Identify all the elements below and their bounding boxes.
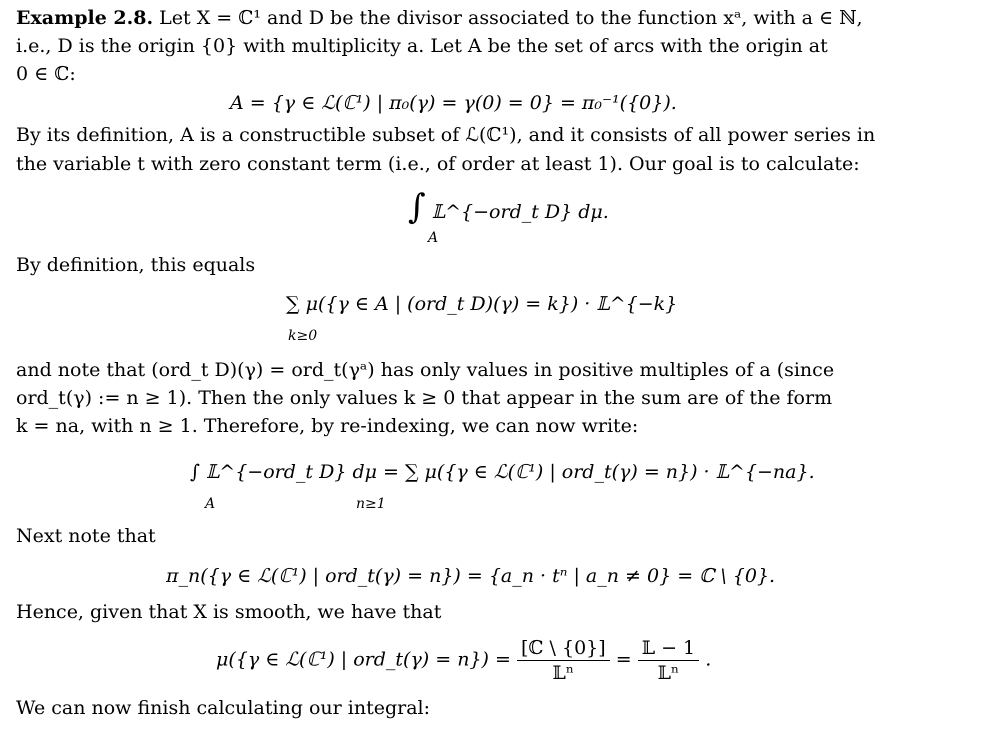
measure-left-side: μ({γ ∈ ℒ(ℂ¹) | ord_t(γ) = n}) = — [216, 648, 511, 671]
equation-integral — [408, 187, 609, 227]
paragraph-note-line-3: k = na, with n ≥ 1. Therefore, by re-indexing, we can now write: — [16, 415, 639, 437]
paragraph-definition-line-1: By its definition, A is a constructible subset of ℒ(ℂ¹), and it consists of all power series in — [16, 124, 876, 146]
reindex-integral-subscript: A — [205, 496, 216, 512]
measure-period: . — [705, 648, 712, 671]
equation-reindexed: ∫ 𝕃^{−ord_t D} dμ = ∑ μ({γ ∈ ℒ(ℂ¹) | ord_t(γ) = n}) · 𝕃^{−na}. — [190, 461, 815, 483]
paragraph-finish: We can now finish calculating our integral: — [16, 697, 431, 719]
sum-subscript: k≥0 — [288, 328, 318, 344]
measure-equals: = — [615, 648, 632, 671]
paragraph-by-definition: By definition, this equals — [16, 254, 256, 276]
example-intro-line-2: i.e., D is the origin {0} with multiplicity a. Let A be the set of arcs with the origin at — [16, 35, 828, 57]
integral-subscript: A — [428, 230, 439, 246]
equation-sum: ∑ μ({γ ∈ A | (ord_t D)(γ) = k}) · 𝕃^{−k} — [286, 293, 678, 315]
measure-fraction-1 — [517, 636, 610, 685]
paragraph-hence: Hence, given that X is smooth, we have that — [16, 601, 442, 623]
fraction-2-denominator: 𝕃ⁿ — [657, 662, 680, 684]
integral-body: 𝕃^{−ord_t D} dμ. — [431, 201, 609, 223]
example-label: Example 2.8. — [16, 7, 154, 29]
integral-sign: ∫ — [408, 187, 426, 227]
fraction-2-numerator: 𝕃 − 1 — [638, 636, 699, 661]
measure-fraction-2 — [638, 636, 699, 685]
paragraph-definition-line-2: the variable t with zero constant term (i.e., of order at least 1). Our goal is to calculate: — [16, 153, 860, 175]
paragraph-note-line-1: and note that (ord_t D)(γ) = ord_t(γᵃ) has only values in positive multiples of a (since — [16, 359, 835, 381]
example-intro-line-1 — [16, 4, 863, 32]
paragraph-next-note: Next note that — [16, 525, 156, 547]
reindex-sum-subscript: n≥1 — [356, 496, 386, 512]
fraction-1-numerator: [ℂ \ {0}] — [517, 636, 610, 661]
paragraph-note-line-2: ord_t(γ) := n ≥ 1). Then the only values k ≥ 0 that appear in the sum are of the form — [16, 387, 833, 409]
example-intro-text-1: Let X = ℂ¹ and D be the divisor associated to the function xᵃ, with a ∈ ℕ, — [159, 7, 863, 29]
equation-measure — [216, 636, 711, 685]
equation-set-a: A = {γ ∈ ℒ(ℂ¹) | π₀(γ) = γ(0) = 0} = π₀⁻¹({0}). — [230, 92, 677, 114]
fraction-1-denominator: 𝕃ⁿ — [552, 662, 575, 684]
example-intro-line-3: 0 ∈ ℂ: — [16, 63, 76, 85]
equation-projection: π_n({γ ∈ ℒ(ℂ¹) | ord_t(γ) = n}) = {a_n · tⁿ | a_n ≠ 0} = ℂ \ {0}. — [166, 565, 776, 587]
